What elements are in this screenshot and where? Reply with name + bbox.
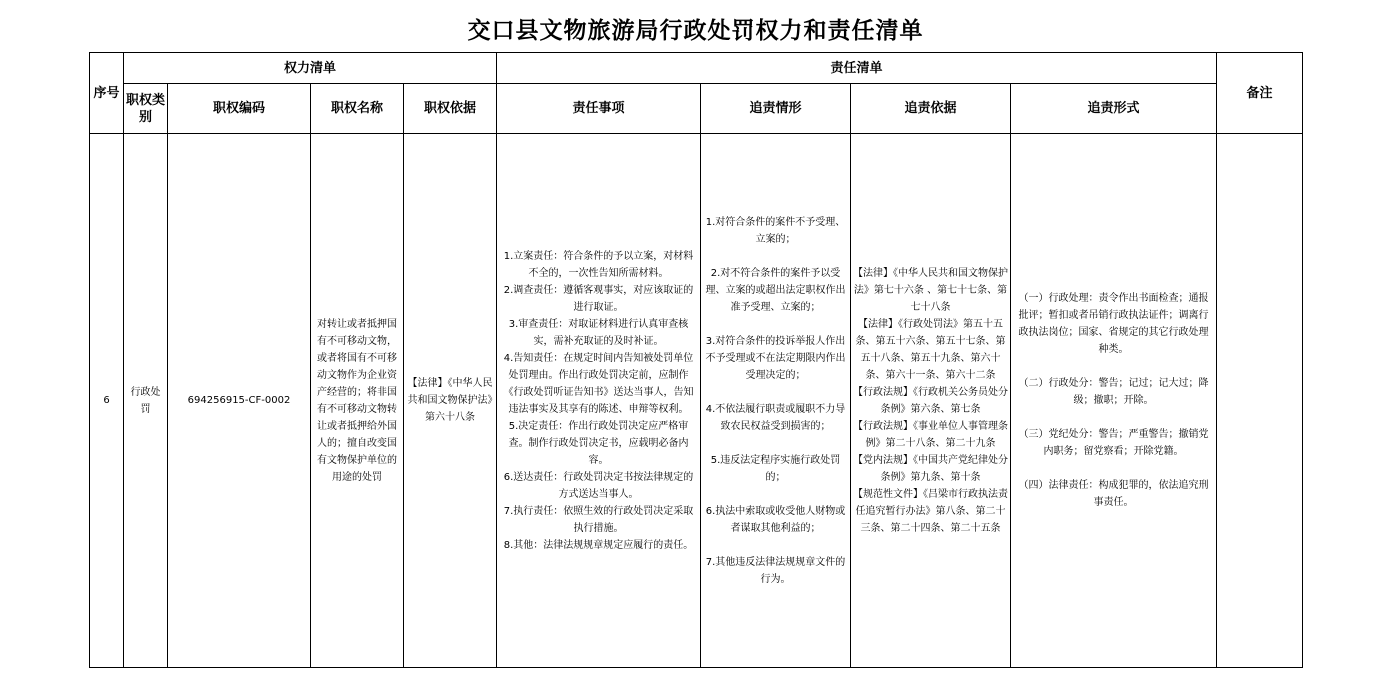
basis-item: 【行政法规】《行政机关公务员处分条例》第六条、第七条	[853, 386, 1009, 415]
row-seq: 6	[90, 134, 124, 668]
form-item: （一）行政处理：责令作出书面检查；通报批评；暂扣或者吊销行政执法证件；调离行政执法岗位；国家、省规定的其它行政处理种类。	[1018, 293, 1209, 355]
basis-item: 【法律】《行政处罚法》第五十五条、第五十六条、第五十七条、第五十八条、第五十九条、第六十条、第六十一条、第六十二条	[855, 318, 1006, 381]
responsibility-items-list	[500, 248, 697, 554]
header-basis: 职权依据	[404, 84, 497, 134]
row-basis: 【法律】《中华人民共和国文物保护法》第六十八条	[404, 134, 497, 668]
document-title: 交口县文物旅游局行政处罚权力和责任清单	[467, 17, 924, 44]
basis-item: 【规范性文件】《吕梁市行政执法责任追究暂行办法》第八条、第二十三条、第二十四条、第二十五条	[853, 488, 1009, 534]
header-code: 职权编码	[168, 84, 311, 134]
power-responsibility-table	[89, 52, 1303, 668]
header-accountability-forms: 追责形式	[1011, 84, 1217, 134]
row-remark	[1217, 134, 1303, 668]
row-responsibility-items	[497, 134, 701, 668]
situation-item: 7.其他违反法律法规规章文件的行为。	[705, 556, 846, 585]
form-item: （二）行政处分：警告；记过；记大过；降级；撤职；开除。	[1018, 378, 1209, 406]
header-responsibility-list: 责任清单	[497, 53, 1217, 84]
situation-item: 4.不依法履行职责或履职不力导致农民权益受到损害的；	[705, 403, 846, 432]
header-responsibility-items: 责任事项	[497, 84, 701, 134]
responsibility-item: 1.立案责任：符合条件的予以立案，对材料不全的，一次性告知所需材料。	[503, 250, 694, 279]
accountability-basis-list	[853, 265, 1008, 537]
header-remark: 备注	[1217, 53, 1303, 134]
row-accountability-situations	[701, 134, 851, 668]
row-name: 对转让或者抵押国有不可移动文物，或者将国有不可移动文物作为企业资产经营的；将非国有不可移动文物转让或者抵押给外国人的；擅自改变国有文物保护单位的用途的处罚	[311, 134, 404, 668]
basis-item: 【党内法规】《中国共产党纪律处分条例》第九条、第十条	[853, 454, 1009, 483]
responsibility-item: 7.执行责任：依照生效的行政处罚决定采取执行措施。	[503, 505, 694, 534]
responsibility-item: 3.审查责任：对取证材料进行认真审查核实，需补充取证的及时补证。	[508, 318, 689, 347]
situation-item: 1.对符合条件的案件不予受理、立案的；	[705, 216, 846, 245]
form-item: （三）党纪处分：警告；严重警告；撤销党内职务；留党察看；开除党籍。	[1018, 429, 1209, 457]
row-accountability-basis	[851, 134, 1011, 668]
forms-list	[1015, 290, 1212, 511]
header-category: 职权类别	[124, 84, 168, 134]
situations-list	[703, 214, 848, 588]
situation-item: 5.违反法定程序实施行政处罚的；	[710, 454, 841, 483]
situation-item: 3.对符合条件的投诉举报人作出不予受理或不在法定期限内作出受理决定的；	[705, 335, 846, 381]
basis-item: 【行政法规】《事业单位人事管理条例》第二十八条、第二十九条	[853, 420, 1009, 449]
responsibility-item: 8.其他：法律法规规章规定应履行的责任。	[503, 539, 694, 551]
responsibility-item: 6.送达责任：行政处罚决定书按法律规定的方式送达当事人。	[503, 471, 694, 500]
row-code: 694256915-CF-0002	[168, 134, 311, 668]
responsibility-item: 2.调查责任：遵循客观事实，对应该取证的进行取证。	[503, 284, 694, 313]
header-seq: 序号	[90, 53, 124, 134]
header-power-list: 权力清单	[124, 53, 497, 84]
row-category: 行政处罚	[124, 134, 168, 668]
header-accountability-situations: 追责情形	[701, 84, 851, 134]
responsibility-item: 5.决定责任：作出行政处罚决定应严格审查。制作行政处罚决定书，应载明必备内容。	[508, 420, 689, 466]
form-item: （四）法律责任：构成犯罪的，依法追究刑事责任。	[1018, 480, 1209, 508]
situation-item: 2.对不符合条件的案件予以受理、立案的或超出法定职权作出准予受理、立案的；	[705, 267, 846, 313]
row-accountability-forms	[1011, 134, 1217, 668]
situation-item: 6.执法中索取或收受他人财物或者谋取其他利益的；	[705, 505, 846, 534]
responsibility-item: 4.告知责任：在规定时间内告知被处罚单位处罚理由。作出行政处罚决定前，应制作《行政处罚听证告知书》送达当事人，告知违法事实及其享有的陈述、申辩等权利。	[503, 352, 694, 415]
header-name: 职权名称	[311, 84, 404, 134]
header-accountability-basis: 追责依据	[851, 84, 1011, 134]
table-row	[90, 134, 1303, 668]
basis-item: 【法律】《中华人民共和国文物保护法》第七十六条 、第七十七条、第七十八条	[853, 267, 1009, 313]
